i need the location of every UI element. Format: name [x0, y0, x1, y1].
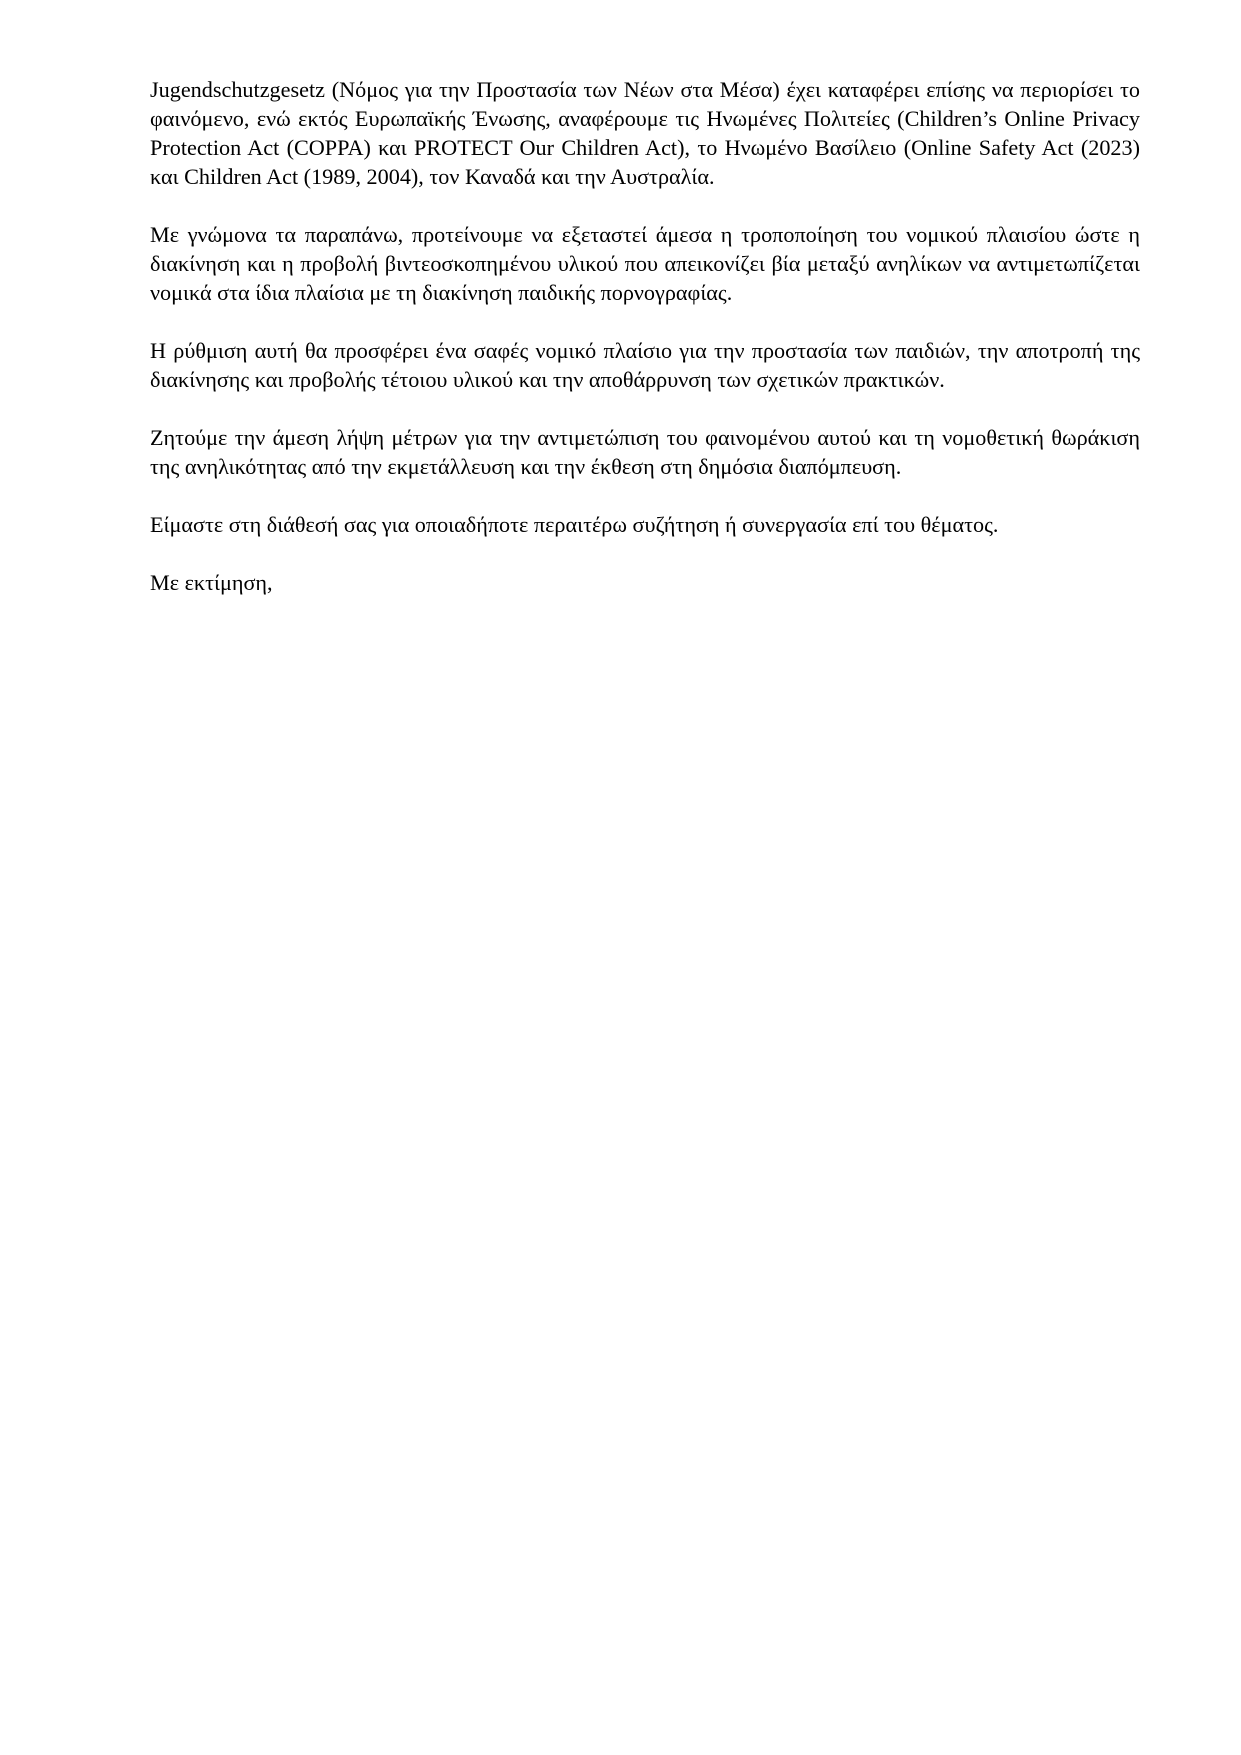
- paragraph-regulation-benefits: Η ρύθμιση αυτή θα προσφέρει ένα σαφές νομικό πλαίσιο για την προστασία των παιδιών, την αποτροπή της διακίνησης και προβολής τέτοιου υλικού και την αποθάρρυνση των σχετικών πρακτικών.: [150, 338, 1140, 392]
- paragraph-legislation-examples: Jugendschutzgesetz (Νόμος για την Προστασία των Νέων στα Μέσα) έχει καταφέρει επίσης να περιορίσει το φαινόμενο, ενώ εκτός Ευρωπαϊκής Ένωσης, αναφέρουμε τις Ηνωμένες Πολιτείες (Children’s Online Privacy Protection Act (COPPA) και PROTECT Our Children Act), το Ηνωμένο Βασίλειο (Online Safety Act (2023) και Children Act (1989, 2004), τον Καναδά και την Αυστραλία.: [150, 77, 1140, 189]
- paragraph-availability: Είμαστε στη διάθεσή σας για οποιαδήποτε περαιτέρω συζήτηση ή συνεργασία επί του θέματος.: [150, 512, 999, 537]
- closing-salutation: Με εκτίμηση,: [150, 570, 273, 595]
- letter-body: [150, 75, 1140, 597]
- paragraph-request: Ζητούμε την άμεση λήψη μέτρων για την αντιμετώπιση του φαινομένου αυτού και τη νομοθετική θωράκιση της ανηλικότητας από την εκμετάλλευση και την έκθεση στη δημόσια διαπόμπευση.: [150, 425, 1140, 479]
- paragraph-proposal: Με γνώμονα τα παραπάνω, προτείνουμε να εξεταστεί άμεσα η τροποποίηση του νομικού πλαισίου ώστε η διακίνηση και η προβολή βιντεοσκοπημένου υλικού που απεικονίζει βία μεταξύ ανηλίκων να αντιμετωπίζεται νομικά στα ίδια πλαίσια με τη διακίνηση παιδικής πορνογραφίας.: [150, 222, 1140, 305]
